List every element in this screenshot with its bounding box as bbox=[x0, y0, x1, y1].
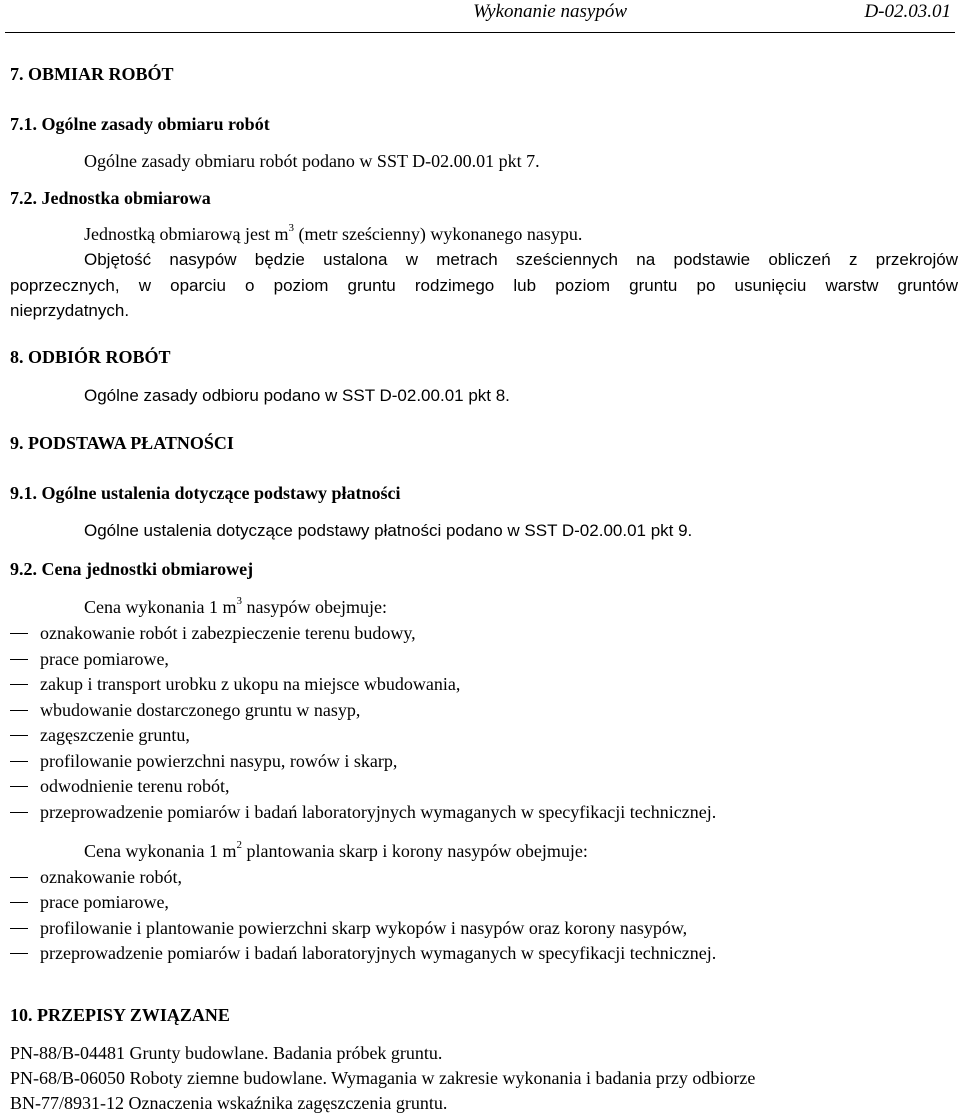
list-item: prace pomiarowe, bbox=[10, 648, 169, 670]
list-item: przeprowadzenie pomiarów i badań laboratoryjnych wymaganych w specyfikacji technicznej. bbox=[10, 942, 716, 964]
superscript: 2 bbox=[236, 839, 242, 851]
volume-para-line-1: Objętość nasypów będzie ustalona w metrach sześciennych na podstawie obliczeń z przekrojów bbox=[84, 250, 958, 269]
list-item: przeprowadzenie pomiarów i badań laboratoryjnych wymaganych w specyfikacji technicznej. bbox=[10, 801, 716, 823]
header-code: D-02.03.01 bbox=[864, 1, 951, 22]
dash-bullet-icon bbox=[10, 953, 28, 954]
page-header bbox=[0, 0, 960, 34]
dash-bullet-icon bbox=[10, 659, 28, 660]
dash-bullet-icon bbox=[10, 710, 28, 711]
dash-bullet-icon bbox=[10, 684, 28, 685]
superscript: 3 bbox=[236, 595, 242, 607]
section-9-1-heading: 9.1. Ogólne ustalenia dotyczące podstawy płatności bbox=[10, 483, 401, 503]
dash-bullet-icon bbox=[10, 877, 28, 878]
list-item: profilowanie powierzchni nasypu, rowów i skarp, bbox=[10, 750, 397, 772]
dash-bullet-icon bbox=[10, 633, 28, 634]
section-10-heading: 10. PRZEPISY ZWIĄZANE bbox=[10, 1005, 230, 1025]
section-7-1-heading: 7.1. Ogólne zasady obmiaru robót bbox=[10, 114, 270, 134]
section-9-2-heading: 9.2. Cena jednostki obmiarowej bbox=[10, 559, 254, 579]
list-item: wbudowanie dostarczonego gruntu w nasyp, bbox=[10, 699, 360, 721]
section-8-heading: 8. ODBIÓR ROBÓT bbox=[10, 347, 171, 367]
section-7-heading: 7. OBMIAR ROBÓT bbox=[10, 64, 174, 84]
list-1-intro: Cena wykonania 1 $m^3$ nasypów obejmuje: bbox=[84, 595, 387, 617]
reference-item: PN-68/B-06050 Roboty ziemne budowlane. Wymagania w zakresie wykonania i badania przy odbiorze bbox=[10, 1068, 756, 1088]
section-7-2-heading: 7.2. Jednostka obmiarowa bbox=[10, 188, 211, 208]
volume-para-line-3: nieprzydatnych. bbox=[10, 301, 130, 320]
section-9-1-text: Ogólne ustalenia dotyczące podstawy płatności podano w SST D-02.00.01 pkt 9. bbox=[84, 521, 693, 540]
dash-bullet-icon bbox=[10, 902, 28, 903]
dash-bullet-icon bbox=[10, 786, 28, 787]
list-item: oznakowanie robót, bbox=[10, 866, 182, 888]
reference-item: BN-77/8931-12 Oznaczenia wskaźnika zagęszczenia gruntu. bbox=[10, 1093, 448, 1113]
dash-bullet-icon bbox=[10, 735, 28, 736]
list-item: profilowanie i plantowanie powierzchni skarp wykopów i nasypów oraz korony nasypów, bbox=[10, 917, 687, 939]
dash-bullet-icon bbox=[10, 761, 28, 762]
superscript: 3 bbox=[288, 222, 294, 234]
header-title: Wykonanie nasypów bbox=[473, 1, 627, 22]
reference-item: PN-88/B-04481 Grunty budowlane. Badania próbek gruntu. bbox=[10, 1043, 443, 1063]
list-item: oznakowanie robót i zabezpieczenie terenu budowy, bbox=[10, 622, 416, 644]
list-item: prace pomiarowe, bbox=[10, 891, 169, 913]
section-8-text: Ogólne zasady odbioru podano w SST D-02.00.01 pkt 8. bbox=[84, 386, 510, 405]
list-item: odwodnienie terenu robót, bbox=[10, 775, 229, 797]
section-9-heading: 9. PODSTAWA PŁATNOŚCI bbox=[10, 433, 234, 453]
list-item: zakup i transport urobku z ukopu na miejsce wbudowania, bbox=[10, 673, 460, 695]
dash-bullet-icon bbox=[10, 812, 28, 813]
dash-bullet-icon bbox=[10, 928, 28, 929]
section-7-1-text: Ogólne zasady obmiaru robót podano w SST D-02.00.01 pkt 7. bbox=[84, 151, 540, 171]
volume-para-line-2: poprzecznych, w oparciu o poziom gruntu rodzimego lub poziom gruntu po usunięciu warstw gruntów bbox=[10, 276, 958, 295]
list-2-intro: Cena wykonania 1 $m^2$ plantowania skarp i korony nasypów obejmuje: bbox=[84, 839, 588, 861]
header-rule bbox=[5, 32, 955, 33]
section-7-2-text: Jednostką obmiarową jest $m^3$ (metr sześcienny) wykonanego nasypu. bbox=[84, 222, 583, 244]
list-item: zagęszczenie gruntu, bbox=[10, 724, 190, 746]
